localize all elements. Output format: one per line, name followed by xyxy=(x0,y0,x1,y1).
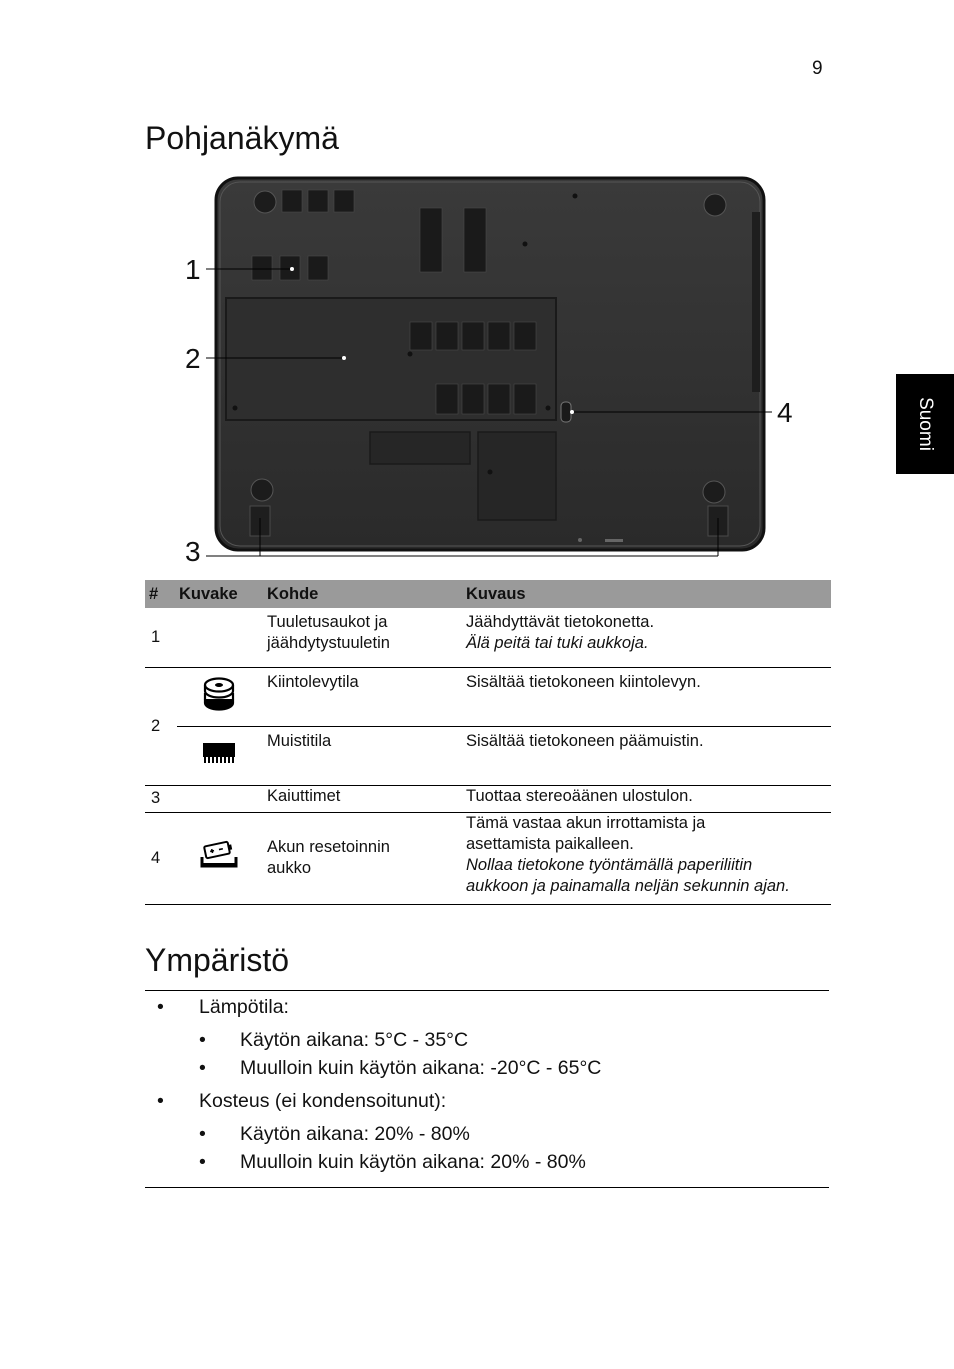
row-description xyxy=(460,608,831,667)
rubber-foot xyxy=(251,479,273,501)
table-row xyxy=(145,812,831,904)
table-row xyxy=(145,785,831,812)
table-row xyxy=(145,726,831,785)
page-number: 9 xyxy=(812,58,823,79)
item-line: aukko xyxy=(267,859,312,877)
environment-label: Kosteus (ei kondensoitunut): xyxy=(199,1090,447,1112)
list-item xyxy=(145,996,829,1080)
rubber-foot xyxy=(703,481,725,503)
item-line: Tuuletusaukot ja xyxy=(267,613,388,631)
sub-list xyxy=(199,1123,829,1174)
table-header-row xyxy=(145,580,831,608)
lower-panel-left xyxy=(370,432,470,464)
language-tab xyxy=(896,374,954,474)
battery-reset-hole xyxy=(561,402,571,422)
item-line: Akun resetoinnin xyxy=(267,838,390,856)
divider xyxy=(145,1187,829,1188)
row-number: 1 xyxy=(145,608,177,667)
description-line: Sisältää tietokoneen päämuistin. xyxy=(466,731,704,750)
environment-label: Lämpötila: xyxy=(199,996,289,1018)
row-description xyxy=(460,667,831,726)
laptop-bottom-diagram xyxy=(180,172,800,562)
list-item xyxy=(145,1090,829,1174)
item-line: Kaiuttimet xyxy=(267,786,341,805)
lower-panel-right xyxy=(478,432,556,520)
memory-module-icon xyxy=(177,726,261,785)
sub-list xyxy=(199,1029,829,1080)
row-description xyxy=(460,726,831,785)
row-number: 3 xyxy=(145,785,177,812)
row-item xyxy=(261,785,460,812)
row-item xyxy=(261,726,460,785)
description-note: Älä peitä tai tuki aukkoja. xyxy=(466,634,649,652)
bottom-view-table xyxy=(145,580,831,905)
row-item xyxy=(261,812,460,904)
description-line: Jäähdyttävät tietokonetta. xyxy=(466,613,655,631)
item-line: Kiintolevytila xyxy=(267,672,359,691)
description-line: Sisältää tietokoneen kiintolevyn. xyxy=(466,672,701,691)
hard-drive-icon xyxy=(177,667,261,726)
callout-1: 1 xyxy=(185,254,201,285)
description-note: Nollaa tietokone työntämällä paperiliitin xyxy=(466,855,753,874)
language-tab-label: Suomi xyxy=(915,397,936,451)
row-item xyxy=(261,608,460,667)
row-number: 4 xyxy=(145,812,177,904)
header-description: Kuvaus xyxy=(460,580,831,608)
fan-vents xyxy=(252,256,328,280)
description-line: Tuottaa stereoäänen ulostulon. xyxy=(466,786,693,805)
table-row xyxy=(145,608,831,667)
list-item: • Käytön aikana: 5°C - 35°C xyxy=(199,1029,829,1052)
item-line: jäähdytystuuletin xyxy=(267,634,390,652)
row-description xyxy=(460,812,831,904)
rubber-foot xyxy=(254,191,276,213)
callout-3: 3 xyxy=(185,536,201,567)
row-description xyxy=(460,785,831,812)
item-line: Muistitila xyxy=(267,731,332,750)
divider xyxy=(145,990,829,991)
header-item: Kohde xyxy=(261,580,460,608)
row-item xyxy=(261,667,460,726)
environment-list xyxy=(145,996,829,1184)
table-row xyxy=(145,667,831,726)
header-icon: Kuvake xyxy=(177,580,261,608)
description-line: asettamista paikalleen. xyxy=(466,834,634,853)
description-line: Tämä vastaa akun irrottamista ja xyxy=(466,813,706,832)
callout-2: 2 xyxy=(185,343,201,374)
list-item: • Muulloin kuin käytön aikana: -20°C - 65°C xyxy=(199,1057,829,1080)
list-item: • Muulloin kuin käytön aikana: 20% - 80% xyxy=(199,1151,829,1174)
rubber-foot xyxy=(704,194,726,216)
section-title-bottom-view: Pohjanäkymä xyxy=(145,120,339,156)
description-note: aukkoon ja painamalla neljän sekunnin ajan. xyxy=(466,876,790,895)
header-number: # xyxy=(145,580,177,608)
list-item: • Käytön aikana: 20% - 80% xyxy=(199,1123,829,1146)
battery-reset-icon xyxy=(177,812,261,904)
section-title-environment: Ympäristö xyxy=(145,942,290,978)
callout-4: 4 xyxy=(777,397,793,428)
row-number: 2 xyxy=(145,667,177,785)
